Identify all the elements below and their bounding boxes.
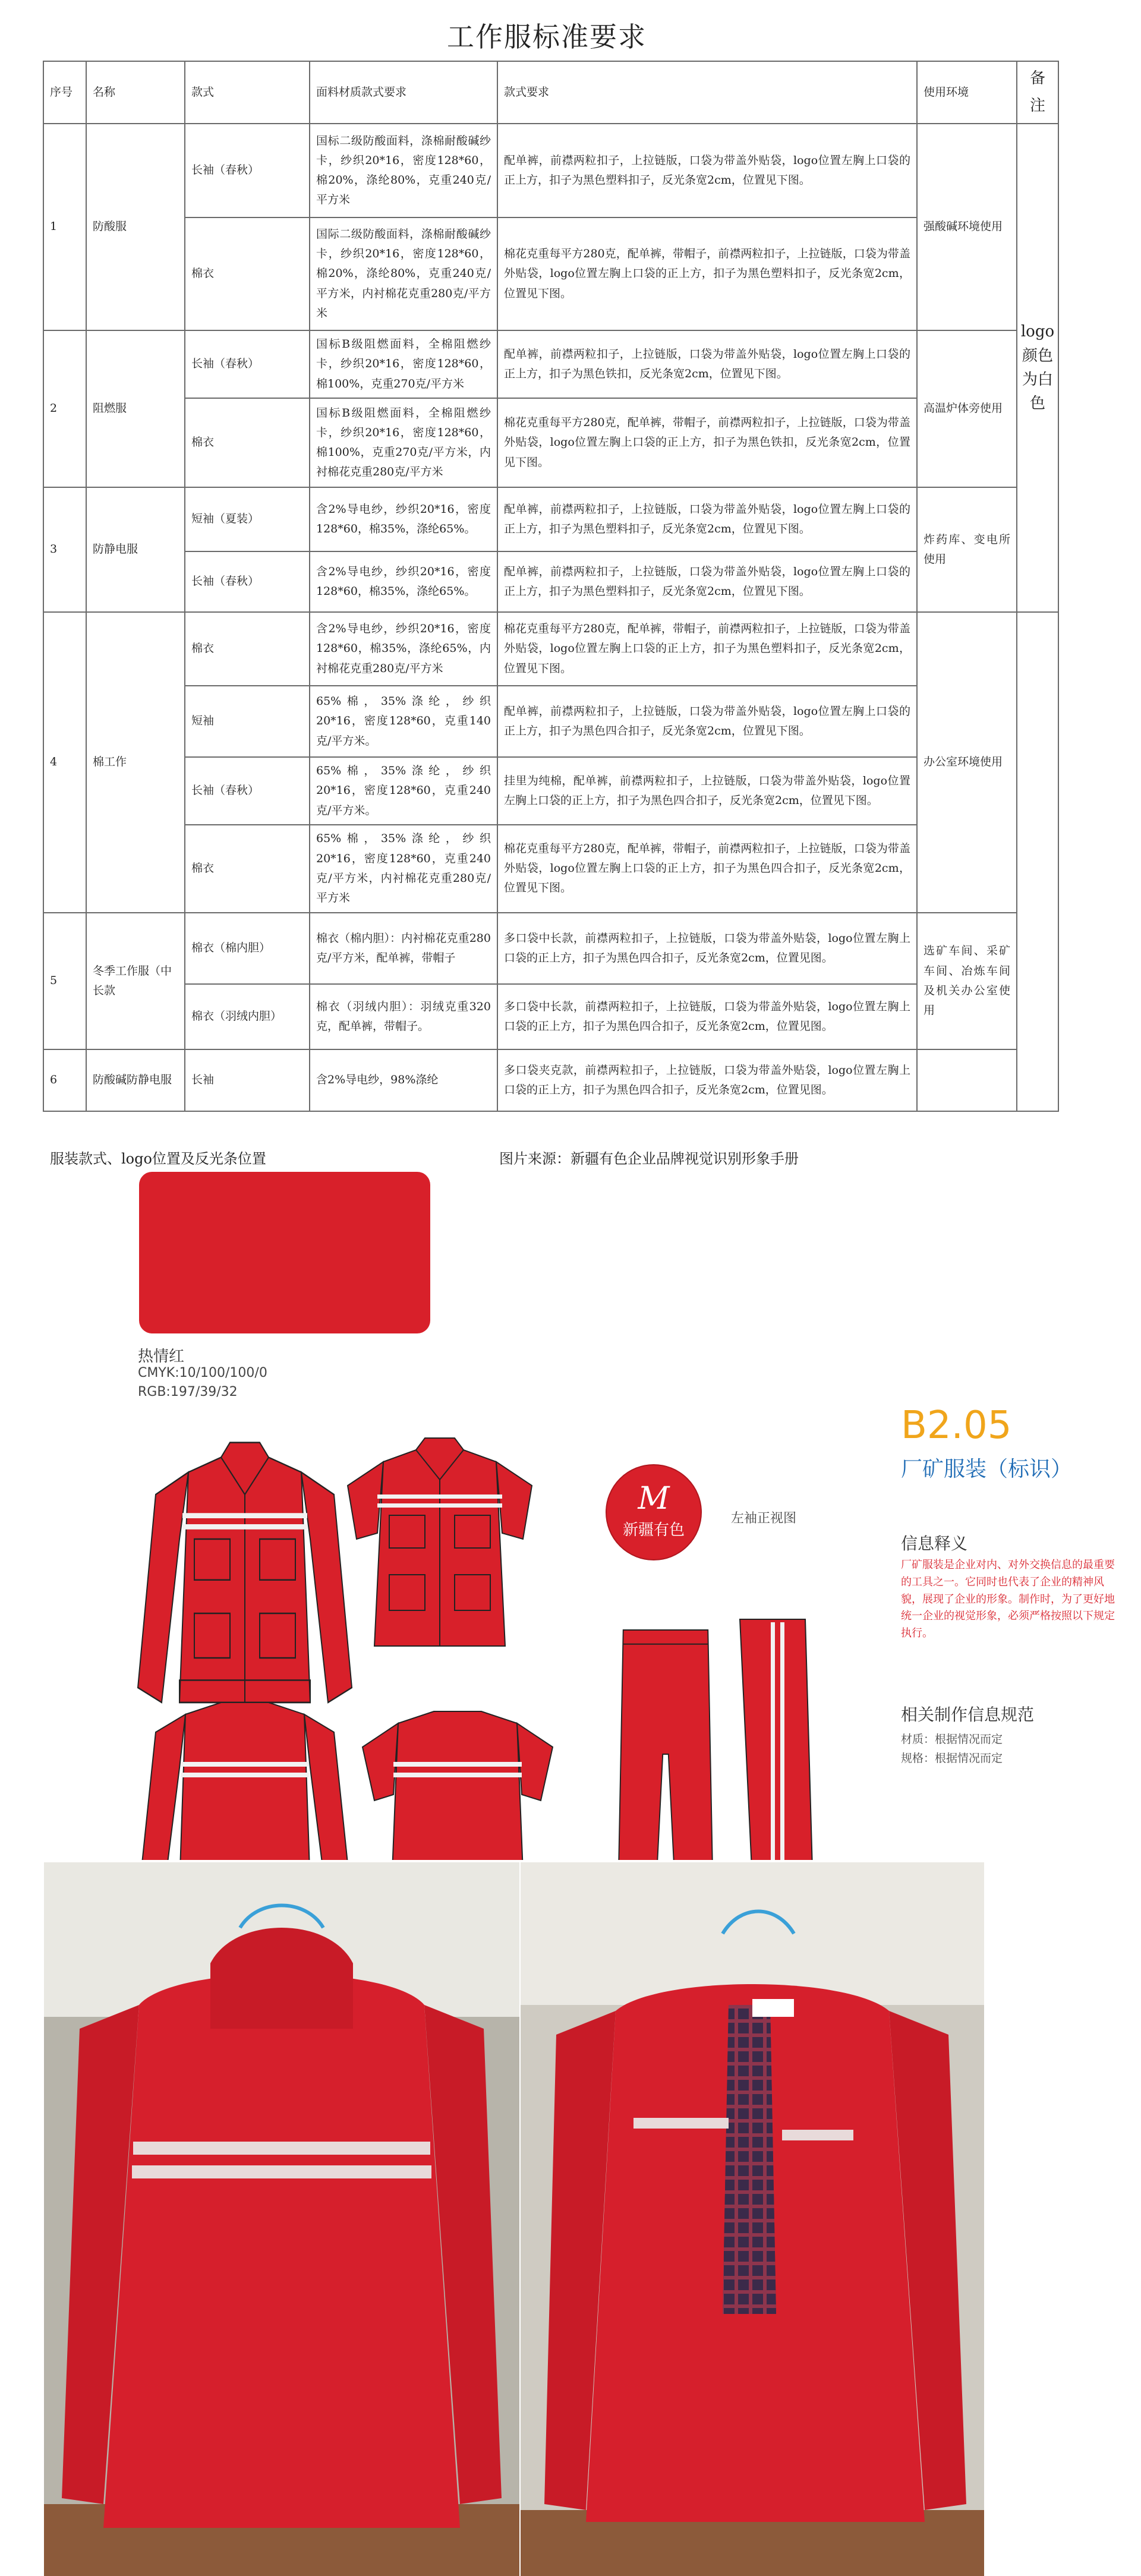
cell-no: 2 xyxy=(43,330,86,487)
cell-requirements: 配单裤，前襟两粒扣子，上拉链版，口袋为带盖外贴袋，logo位置左胸上口袋的正上方，扣子为黑色塑料扣子，反光条宽2cm，位置见下图。 xyxy=(497,551,917,612)
brand-section-code: B2.05 xyxy=(901,1404,1012,1448)
cell-fabric: 65%棉，35%涤纶，纱织20*16，密度128*60，克重240克/平方米，内衬棉花克重280克/平方米 xyxy=(310,825,497,913)
header-name: 名称 xyxy=(86,61,185,124)
header-no: 序号 xyxy=(43,61,86,124)
cell-style: 棉衣 xyxy=(185,612,310,686)
cell-no: 5 xyxy=(43,913,86,1049)
cell-requirements: 棉花克重每平方280克，配单裤，带帽子，前襟两粒扣子，上拉链版，口袋为带盖外贴袋，logo位置左胸上口袋的正上方，扣子为黑色铁扣，反光条宽2cm，位置见下图。 xyxy=(497,398,917,487)
cell-name: 防静电服 xyxy=(86,487,185,612)
header-style: 款式 xyxy=(185,61,310,124)
cell-environment: 炸药库、变电所使用 xyxy=(917,487,1017,612)
material-spec: 材质：根据情况而定 xyxy=(901,1733,1003,1746)
cell-fabric: 65%棉，35%涤纶，纱织20*16，密度128*60，克重240克/平方米。 xyxy=(310,757,497,825)
cell-environment: 选矿车间、采矿车间、冶炼车间及机关办公室使用 xyxy=(917,913,1017,1049)
swatch-rgb: RGB:197/39/32 xyxy=(138,1385,238,1399)
cell-remark: logo颜色为白色 xyxy=(1017,124,1058,612)
logo-text: 新疆有色 xyxy=(622,1521,685,1539)
cell-name: 阻燃服 xyxy=(86,330,185,487)
cell-style: 长袖（春秋） xyxy=(185,551,310,612)
brand-section-title: 厂矿服装（标识） xyxy=(901,1457,1073,1481)
cell-style: 长袖 xyxy=(185,1049,310,1111)
cell-name: 防酸服 xyxy=(86,124,185,330)
pants-side-illustration xyxy=(740,1619,814,1860)
cell-requirements: 多口袋夹克款，前襟两粒扣子，上拉链版，口袋为带盖外贴袋，logo位置左胸上口袋的正上方，扣子为黑色四合扣子，反光条宽2cm，位置见图。 xyxy=(497,1049,917,1111)
section-caption: 服装款式、logo位置及反光条位置 xyxy=(50,1150,266,1167)
image-source-caption: 图片来源：新疆有色企业品牌视觉识别形象手册 xyxy=(499,1150,799,1167)
cell-no: 3 xyxy=(43,487,86,612)
cell-requirements: 配单裤，前襟两粒扣子，上拉链版，口袋为带盖外贴袋，logo位置左胸上口袋的正上方，扣子为黑色塑料扣子，反光条宽2cm，位置见下图。 xyxy=(497,487,917,551)
cell-style: 棉衣 xyxy=(185,398,310,487)
long-sleeve-back-illustration xyxy=(141,1702,349,1860)
short-sleeve-back-illustration xyxy=(363,1711,553,1860)
cell-style: 短袖（夏装） xyxy=(185,487,310,551)
cell-name: 棉工作 xyxy=(86,612,185,913)
cell-fabric: 含2%导电纱，纱织20*16，密度128*60，棉35%，涤纶65%，内衬棉花克重280克/平方米 xyxy=(310,612,497,686)
cell-style: 长袖（春秋） xyxy=(185,124,310,217)
info-text: 厂矿服装是企业对内、对外交换信息的最重要的工具之一。它同时也代表了企业的精神风貌，展现了企业的形象。制作时，为了更好地统一企业的视觉形象，必须严格按照以下规定执行。 xyxy=(901,1559,1115,1640)
size-spec: 规格：根据情况而定 xyxy=(901,1752,1003,1765)
coat-front-open-photo xyxy=(521,1862,984,2576)
cell-fabric: 国标B级阻燃面料，全棉阻燃纱卡，纱织20*16，密度128*60，棉100%，克重270克/平方米，内衬棉花克重280克/平方米 xyxy=(310,398,497,487)
document-title: 工作服标准要求 xyxy=(447,21,647,53)
cell-fabric: 含2%导电纱，98%涤纶 xyxy=(310,1049,497,1111)
cell-no: 1 xyxy=(43,124,86,330)
header-fabric: 面料材质款式要求 xyxy=(310,61,497,124)
sleeve-logo-badge xyxy=(606,1465,701,1560)
cell-style: 棉衣 xyxy=(185,217,310,330)
cell-style: 长袖（春秋） xyxy=(185,757,310,825)
swatch-cmyk: CMYK:10/100/100/0 xyxy=(138,1366,267,1380)
svg-text:M: M xyxy=(638,1481,670,1516)
hooded-coat-back-photo xyxy=(44,1862,519,2576)
cell-environment: 高温炉体旁使用 xyxy=(917,330,1017,487)
cell-fabric: 棉衣（棉内胆）：内衬棉花克重280克/平方米，配单裤，带帽子 xyxy=(310,913,497,984)
sleeve-view-label: 左袖正视图 xyxy=(731,1511,797,1526)
cell-style: 棉衣 xyxy=(185,825,310,913)
cell-requirements: 配单裤，前襟两粒扣子，上拉链版，口袋为带盖外贴袋，logo位置左胸上口袋的正上方，扣子为黑色四合扣子，反光条宽2cm，位置见下图。 xyxy=(497,686,917,757)
cell-style: 棉衣（棉内胆） xyxy=(185,913,310,984)
header-environment: 使用环境 xyxy=(917,61,1017,124)
cell-requirements: 配单裤，前襟两粒扣子，上拉链版，口袋为带盖外贴袋，logo位置左胸上口袋的正上方，扣子为黑色铁扣，反光条宽2cm，位置见下图。 xyxy=(497,330,917,398)
cell-requirements: 配单裤，前襟两粒扣子，上拉链版，口袋为带盖外贴袋，logo位置左胸上口袋的正上方，扣子为黑色塑料扣子，反光条宽2cm，位置见下图。 xyxy=(497,124,917,217)
cell-name: 防酸碱防静电服 xyxy=(86,1049,185,1111)
cell-requirements: 多口袋中长款，前襟两粒扣子，上拉链版，口袋为带盖外贴袋，logo位置左胸上口袋的正上方，扣子为黑色四合扣子，反光条宽2cm，位置见图。 xyxy=(497,984,917,1049)
cell-fabric: 国标二级防酸面料，涤棉耐酸碱纱卡，纱织20*16，密度128*60，棉20%，涤纶80%，克重240克/平方米 xyxy=(310,124,497,217)
short-sleeve-front-illustration xyxy=(348,1438,532,1646)
swatch-color-name: 热情红 xyxy=(138,1348,185,1366)
cell-name: 冬季工作服（中长款 xyxy=(86,913,185,1049)
cell-requirements: 挂里为纯棉，配单裤，前襟两粒扣子，上拉链版，口袋为带盖外贴袋，logo位置左胸上口袋的正上方，扣子为黑色四合扣子，反光条宽2cm，位置见下图。 xyxy=(497,757,917,825)
info-heading: 信息释义 xyxy=(901,1534,968,1553)
header-remark: 备注 xyxy=(1017,61,1058,124)
pants-front-illustration xyxy=(617,1630,714,1860)
cell-requirements: 多口袋中长款，前襟两粒扣子，上拉链版，口袋为带盖外贴袋，logo位置左胸上口袋的正上方，扣子为黑色四合扣子，反光条宽2cm，位置见图。 xyxy=(497,913,917,984)
cell-environment: 办公室环境使用 xyxy=(917,612,1017,913)
cell-no: 6 xyxy=(43,1049,86,1111)
cell-fabric: 国标B级阻燃面料，全棉阻燃纱卡，纱织20*16，密度128*60，棉100%，克重270克/平方米 xyxy=(310,330,497,398)
cell-fabric: 含2%导电纱，纱织20*16，密度128*60，棉35%，涤纶65%。 xyxy=(310,487,497,551)
cell-environment: 强酸碱环境使用 xyxy=(917,124,1017,330)
cell-fabric: 含2%导电纱，纱织20*16，密度128*60，棉35%，涤纶65%。 xyxy=(310,551,497,612)
cell-style: 长袖（春秋） xyxy=(185,330,310,398)
cell-no: 4 xyxy=(43,612,86,913)
cell-fabric: 棉衣（羽绒内胆）：羽绒克重320克，配单裤，带帽子。 xyxy=(310,984,497,1049)
cell-requirements: 棉花克重每平方280克，配单裤，带帽子，前襟两粒扣子，上拉链版，口袋为带盖外贴袋，logo位置左胸上口袋的正上方，扣子为黑色四合扣子，反光条宽2cm，位置见下图。 xyxy=(497,825,917,913)
header-requirements: 款式要求 xyxy=(497,61,917,124)
long-sleeve-front-illustration xyxy=(138,1443,352,1703)
cell-fabric: 国际二级防酸面料，涤棉耐酸碱纱卡，纱织20*16，密度128*60，棉20%，涤纶80%，克重240克/平方米，内衬棉花克重280克/平方米 xyxy=(310,217,497,330)
cell-style: 短袖 xyxy=(185,686,310,757)
cell-fabric: 65%棉，35%涤纶，纱织20*16，密度128*60，克重140克/平方米。 xyxy=(310,686,497,757)
cell-requirements: 棉花克重每平方280克，配单裤，带帽子，前襟两粒扣子，上拉链版，口袋为带盖外贴袋，logo位置左胸上口袋的正上方，扣子为黑色塑料扣子，反光条宽2cm，位置见下图。 xyxy=(497,217,917,330)
cell-requirements: 棉花克重每平方280克，配单裤，带帽子，前襟两粒扣子，上拉链版，口袋为带盖外贴袋，logo位置左胸上口袋的正上方，扣子为黑色塑料扣子，反光条宽2cm，位置见下图。 xyxy=(497,612,917,686)
cell-style: 棉衣（羽绒内胆） xyxy=(185,984,310,1049)
related-heading: 相关制作信息规范 xyxy=(901,1705,1035,1724)
